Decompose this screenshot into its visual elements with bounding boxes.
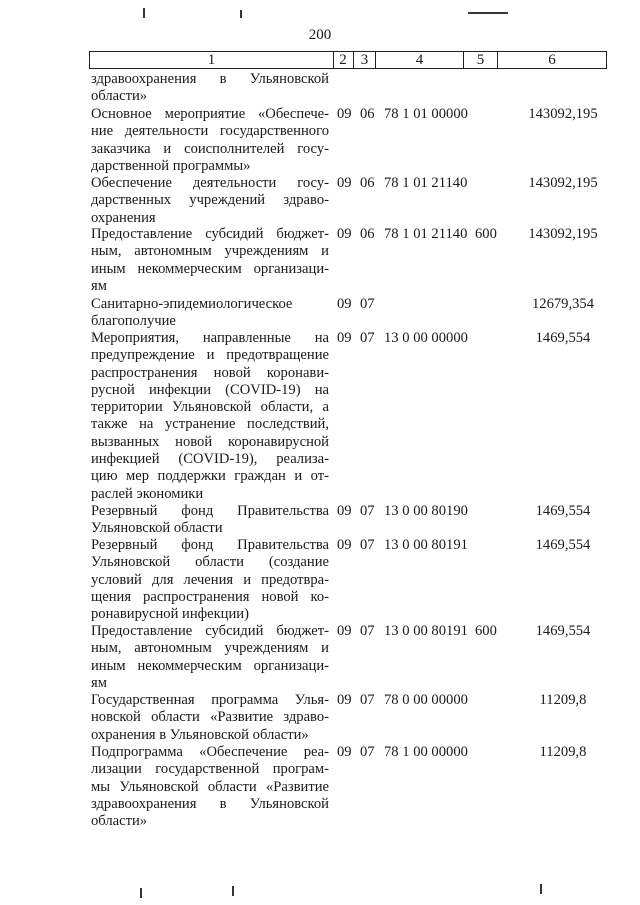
description-line: области» [91,88,148,105]
cell-c4: 78 0 00 00000 [384,692,468,708]
cell-c3: 07 [360,503,375,519]
description-line: охранения в Ульяновской области» [91,726,309,743]
cell-c6: 143092,195 [528,226,598,242]
header-col-6: 6 [548,52,556,68]
row-description [91,71,329,106]
row-description [91,330,329,503]
description-line: дарственных учреждений здраво- [91,192,329,209]
description-line: Государственная программа Улья- [91,692,329,708]
description-line: условий для лечения и предотвра- [91,571,329,588]
cell-c4: 78 1 00 00000 [384,744,468,760]
scan-speck [468,12,508,14]
cell-c2: 09 [337,106,352,122]
description-line: охранения [91,209,156,226]
row-description [91,226,329,295]
description-line: Санитарно-эпидемиологическое [91,296,293,312]
cell-c6: 11209,8 [539,692,587,708]
description-line: Мероприятия, направленные на [91,330,329,346]
cell-c4: 78 1 01 00000 [384,106,468,122]
description-line: инфекцией (COVID-19), реализа- [91,451,329,468]
cell-c3: 07 [360,537,375,553]
cell-c3: 07 [360,744,375,760]
description-line: благополучие [91,313,176,330]
row-description [91,175,329,227]
description-line: русной инфекции (COVID-19) на [91,381,329,398]
description-line: Подпрограмма «Обеспечение реа- [91,744,329,760]
description-line: также на устранение последствий, [91,416,329,433]
cell-c6: 1469,554 [535,503,591,519]
cell-c2: 09 [337,744,352,760]
cell-c3: 06 [360,175,375,191]
cell-c6: 1469,554 [535,330,591,346]
cell-c2: 09 [337,623,352,639]
description-line: ям [91,674,107,691]
description-line: мы Ульяновской области «Развитие [91,778,329,795]
header-col-1: 1 [90,52,334,68]
cell-c4: 13 0 00 80190 [384,503,468,519]
row-description [91,503,329,538]
cell-c5: 600 [475,623,497,639]
cell-c6: 1469,554 [535,623,591,639]
row-description [91,623,329,692]
description-line: Резервный фонд Правительства [91,503,329,519]
description-line: территории Ульяновской области, а [91,399,329,416]
description-line: ронавирусной инфекции) [91,606,249,623]
description-line: заказчика и соисполнителей госу- [91,140,329,157]
description-line: Ульяновской области [91,520,223,537]
description-line: ям [91,277,107,294]
description-line: здравоохранения в Ульяновской [91,71,329,87]
cell-c2: 09 [337,503,352,519]
page-number: 200 [308,27,332,43]
header-col-3: 3 [354,52,376,68]
row-description [91,537,329,623]
cell-c4: 78 1 01 21140 [384,175,468,191]
scan-speck [240,10,242,18]
cell-c3: 07 [360,692,375,708]
row-description [91,106,329,175]
scan-speck [140,888,142,898]
row-description [91,744,329,830]
description-line: ным, автономным учреждениям и [91,243,329,260]
cell-c6: 143092,195 [528,106,598,122]
cell-c3: 07 [360,623,375,639]
description-line: новской области «Развитие здраво- [91,709,329,726]
cell-c3: 06 [360,106,375,122]
cell-c2: 09 [337,226,352,242]
scan-speck [540,884,542,894]
header-col-4: 4 [376,52,464,68]
cell-c4: 13 0 00 80191 [384,623,468,639]
cell-c2: 09 [337,296,352,312]
scan-speck [232,886,234,896]
description-line: иным некоммерческим организаци- [91,260,329,277]
description-line: иным некоммерческим организаци- [91,657,329,674]
cell-c4: 13 0 00 00000 [384,330,468,346]
row-description [91,692,329,744]
description-line: цию мер поддержки граждан и от- [91,468,329,485]
description-line: предупреждение и предотвращение [91,347,329,364]
description-line: Предоставление субсидий бюджет- [91,226,329,242]
table-header [89,51,607,69]
description-line: Основное мероприятие «Обеспече- [91,106,329,122]
cell-c2: 09 [337,537,352,553]
description-line: щения распространения новой ко- [91,588,329,605]
cell-c6: 11209,8 [539,744,587,760]
cell-c2: 09 [337,692,352,708]
row-description [91,296,329,331]
cell-c2: 09 [337,330,352,346]
cell-c6: 12679,354 [531,296,595,312]
description-line: Резервный фонд Правительства [91,537,329,553]
description-line: Предоставление субсидий бюджет- [91,623,329,639]
cell-c4: 78 1 01 21140 [384,226,468,242]
cell-c3: 06 [360,226,375,242]
description-line: Обеспечение деятельности госу- [91,175,329,191]
cell-c2: 09 [337,175,352,191]
description-line: ным, автономным учреждениям и [91,640,329,657]
description-line: ние деятельности государственного [91,123,329,140]
cell-c6: 143092,195 [528,175,598,191]
description-line: вызванных новой коронавирусной [91,433,329,450]
cell-c3: 07 [360,296,375,312]
description-line: раслей экономики [91,485,204,502]
description-line: распространения новой коронави- [91,364,329,381]
description-line: Ульяновской области (создание [91,554,329,571]
description-line: лизации государственной програм- [91,761,329,778]
cell-c5: 600 [475,226,497,242]
description-line: здравоохранения в Ульяновской [91,795,329,812]
cell-c4: 13 0 00 80191 [384,537,468,553]
header-col-5: 5 [464,52,498,68]
scan-speck [143,8,145,18]
header-col-2: 2 [333,52,354,68]
cell-c3: 07 [360,330,375,346]
cell-c6: 1469,554 [535,537,591,553]
description-line: дарственной программы» [91,157,251,174]
description-line: области» [91,813,148,830]
